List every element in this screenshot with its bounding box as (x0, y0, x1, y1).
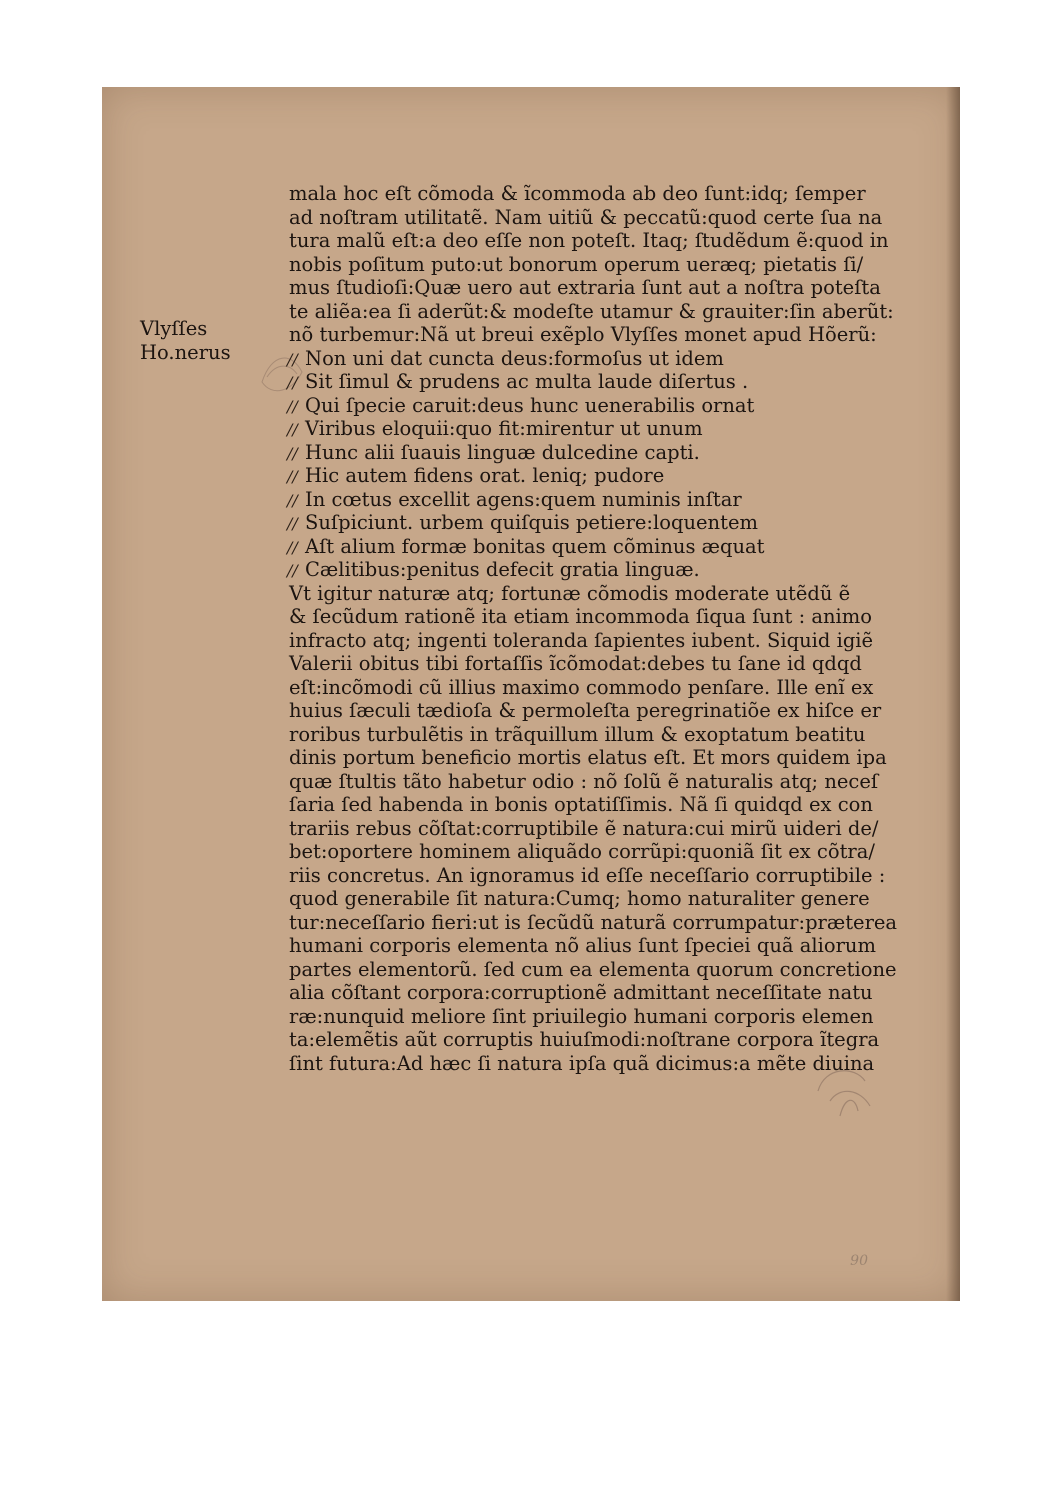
line-text: ræ:nunquid meliore ſint priuilegio humani corporis elemen (289, 1004, 874, 1028)
text-line (287, 441, 887, 465)
line-text: ſint futura:Ad hæc ſi natura ipſa quã dicimus:a mẽte diuina (289, 1051, 875, 1075)
line-text: roribus turbulẽtis in trãquillum illum & exoptatum beatitu (289, 722, 866, 746)
verse-mark: // (287, 349, 298, 369)
text-line (287, 934, 887, 958)
text-line (287, 417, 887, 441)
line-text: Sit ſimul & prudens ac multa laude diſertus . (305, 370, 749, 393)
line-text: Aſt alium formæ bonitas quem cõminus æquat (305, 534, 765, 558)
line-text: Vt igitur naturæ atq; fortunæ cõmodis moderate utẽdũ ẽ (289, 581, 851, 605)
text-line (287, 299, 894, 324)
text-line (287, 676, 887, 700)
line-text: ſaria ſed habenda in bonis optatiſſimis. Nã ſi quidqd ex con (289, 793, 873, 816)
line-text: ad noſtram utilitatẽ. Nam uitiũ & peccatũ:quod certe ſua na (289, 205, 883, 229)
text-line (287, 394, 887, 418)
line-text: riis concretus. An ignoramus id eſſe neceſſario corruptibile : (289, 863, 886, 887)
text-line (287, 370, 887, 394)
verse-mark: // (287, 467, 298, 486)
line-text: infracto atq; ingenti toleranda ſapientes iubent. Siquid igiẽ (289, 628, 874, 652)
verse-mark: // (287, 561, 298, 580)
text-line (287, 276, 887, 300)
line-text: alia cõſtant corpora:corruptionẽ admittant neceſſitate natu (289, 981, 873, 1004)
text-line (287, 957, 897, 982)
main-text (287, 182, 898, 1075)
line-text: Viribus eloquii:quo fit:mirentur ut unum (305, 417, 703, 440)
line-text: trariis rebus cõſtat:corruptibile ẽ natura:cui mirũ uideri de/ (289, 816, 879, 840)
text-line (287, 629, 887, 653)
verse-mark: // (287, 420, 298, 439)
verse-mark: // (287, 537, 298, 557)
text-line (287, 910, 898, 935)
marginal-note-homerus: Ho.nerus (140, 340, 231, 364)
line-text: nobis poſitum puto:ut bonorum operum ueræq; pietatis ſi/ (289, 252, 864, 276)
text-line (287, 347, 887, 371)
text-line (287, 864, 887, 888)
text-line (287, 981, 887, 1005)
line-text: eſt:incõmodi cũ illius maximo commodo penſare. Ille enĩ ex (289, 675, 874, 699)
line-text: humani corporis elementa nõ alius ſunt ſpeciei quã aliorum (289, 934, 876, 957)
library-stamp-icon (810, 1061, 880, 1121)
line-text: nõ turbemur:Nã ut breui exẽplo Vlyſſes monet apud Hõerũ: (289, 323, 877, 346)
text-line (287, 699, 887, 723)
text-line (287, 770, 887, 794)
line-text: Hunc alii ſuauis linguæ dulcedine capti. (305, 440, 700, 464)
text-line (287, 887, 887, 911)
text-line (287, 206, 887, 230)
line-text: ta:elemẽtis aũt corruptis huiuſmodi:noſtrane corpora ĩtegra (289, 1028, 880, 1051)
line-text: quod generabile ſit natura:Cumq; homo naturaliter genere (289, 887, 870, 910)
line-text: Non uni dat cuncta deus:formoſus ut idem (305, 346, 724, 370)
text-line (287, 229, 887, 253)
verse-mark: // (287, 396, 298, 416)
line-text: In cœtus excellit agens:quem numinis inſtar (305, 487, 742, 511)
text-line (287, 793, 887, 817)
text-line (287, 511, 887, 535)
line-text: Qui ſpecie caruit:deus hunc uenerabilis ornat (305, 393, 755, 417)
text-line (287, 488, 887, 512)
text-line (287, 652, 887, 676)
verse-mark: // (287, 373, 298, 392)
text-line (287, 558, 887, 582)
text-line (287, 1052, 887, 1076)
line-text: tura malũ eſt:a deo eſſe non poteſt. Itaq; ſtudẽdum ẽ:quod in (289, 229, 889, 252)
text-line (287, 182, 887, 206)
line-text: bet:oportere hominem aliquãdo corrũpi:quoniã ſit ex cõtra/ (289, 840, 875, 863)
verse-mark: // (287, 490, 298, 510)
line-text: te aliẽa:ea ſi aderũt:& modeſte utamur & grauiter:ſin aberũt: (289, 299, 894, 323)
text-line (287, 464, 887, 488)
line-text: mus ſtudioſi:Quæ uero aut extraria ſunt aut a noſtra poteſta (289, 276, 881, 299)
text-line (287, 746, 887, 770)
text-line (287, 582, 887, 606)
line-text: Hic autem fidens orat. leniq; pudore (305, 464, 665, 487)
text-line (287, 840, 887, 864)
line-text: Valerii obitus tibi fortaſſis ĩcõmodat:debes tu ſane id qdqd (289, 652, 862, 675)
line-text: & ſecũdum rationẽ ita etiam incommoda ſiqua ſunt : animo (289, 605, 873, 628)
line-text: Cælitibus:penitus defecit gratia linguæ. (305, 558, 700, 581)
text-line (287, 1028, 887, 1052)
line-text: dinis portum beneficio mortis elatus eſt. Et mors quidem ipa (289, 746, 887, 769)
line-text: Suſpiciunt. urbem quiſquis petiere:loquentem (305, 511, 758, 534)
line-text: huius ſæculi tædioſa & permoleſta peregrinatiõe ex hiſce er (289, 699, 882, 722)
text-line (287, 723, 887, 747)
text-line (287, 535, 887, 559)
marginalia (140, 317, 231, 364)
folio-number: 90 (850, 1253, 868, 1269)
verse-mark: // (287, 443, 298, 463)
text-line (287, 1005, 887, 1029)
line-text: tur:neceſſario fieri:ut is ſecũdũ naturã corrumpatur:præterea (289, 910, 898, 934)
text-line (287, 605, 887, 629)
line-text: quæ ſtultis tãto habetur odio : nõ ſolũ ẽ naturalis atq; neceſ (289, 769, 879, 793)
text-line (287, 323, 887, 347)
marginal-note-ulysses: Vlyſſes (140, 317, 208, 340)
line-text: mala hoc eſt cõmoda & ĩcommoda ab deo ſunt:idq; ſemper (289, 182, 866, 205)
line-text: partes elementorũ. ſed cum ea elementa quorum concretione (289, 957, 897, 981)
text-line (287, 253, 887, 277)
verse-mark: // (287, 514, 298, 533)
text-line (287, 817, 887, 841)
manuscript-page (102, 87, 960, 1301)
